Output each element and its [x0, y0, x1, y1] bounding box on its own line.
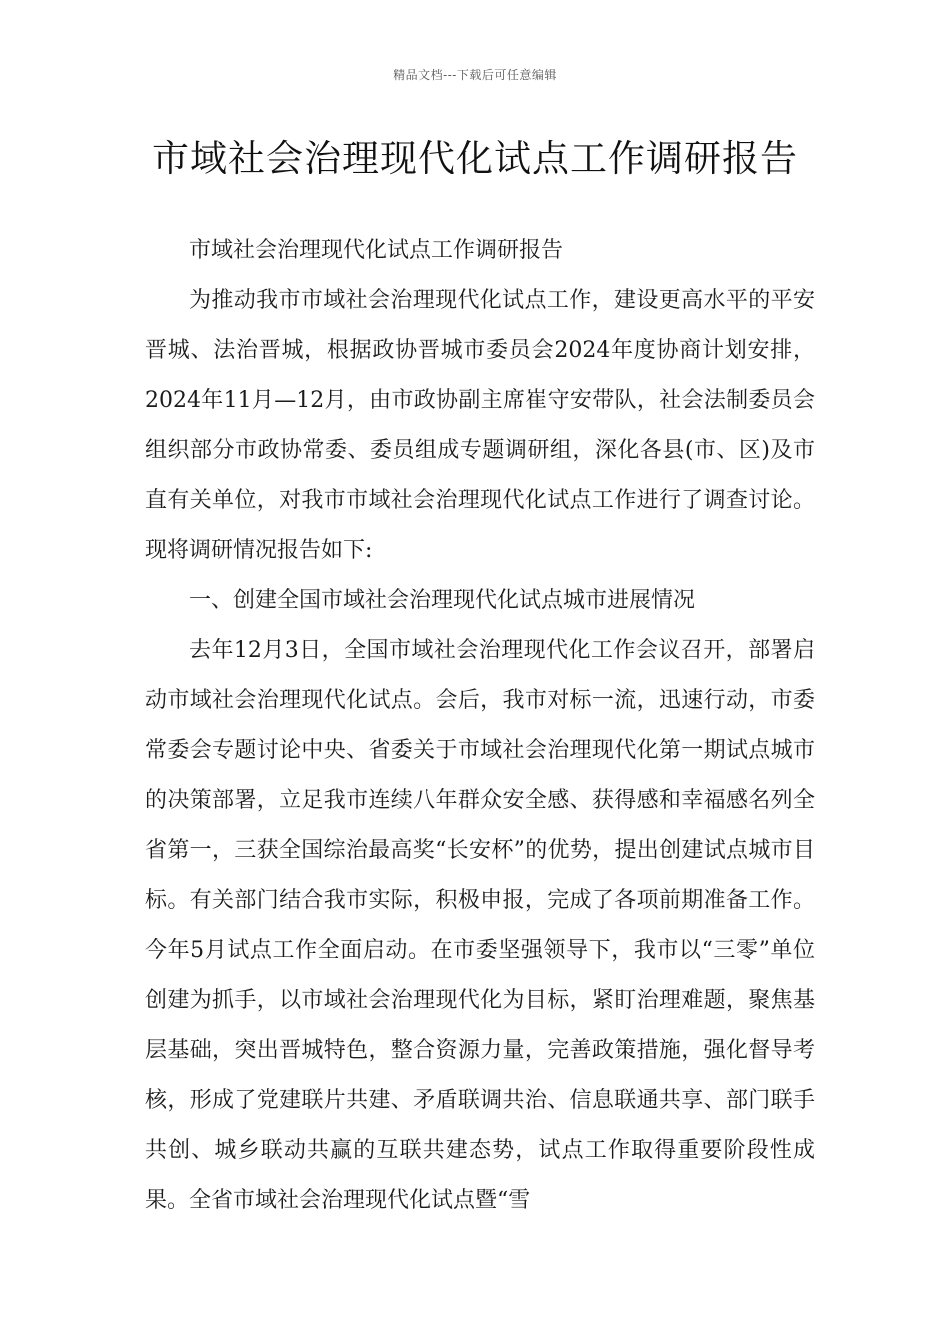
document-title: 市域社会治理现代化试点工作调研报告	[152, 137, 798, 180]
section-heading-1: 一、创建全国市域社会治理现代化试点城市进展情况	[189, 588, 696, 613]
paragraph-subtitle: 市域社会治理现代化试点工作调研报告	[189, 238, 564, 263]
paragraph-progress: 去年12月3日，全国市域社会治理现代化工作会议召开，部署启动市域社会治理现代化试点。会后，我市对标一流，迅速行动，市委常委会专题讨论中央、省委关于市域社会治理现代化第一期试点城市的决策部署，立足我市连续八年群众安全感、获得感和幸福感名列全省第一，三获全国综治最高奖“长安杯”的优势，提出创建试点城市目标。有关部门结合我市实际，积极申报，完成了各项前期准备工作。今年5月试点工作全面启动。在市委坚强领导下，我市以“三零”单位创建为抓手，以市域社会治理现代化为目标，紧盯治理难题，聚焦基层基础，突出晋城特色，整合资源力量，完善政策措施，强化督导考核，形成了党建联片共建、矛盾联调共治、信息联通共享、部门联手共创、城乡联动共赢的互联共建态势，试点工作取得重要阶段性成果。全省市域社会治理现代化试点暨“雪	[145, 638, 815, 1213]
paragraph-intro: 为推动我市市域社会治理现代化试点工作，建设更高水平的平安晋城、法治晋城，根据政协晋城市委员会2024年度协商计划安排，2024年11月—12月，由市政协副主席崔守安带队，社会法制委员会组织部分市政协常委、委员组成专题调研组，深化各县(市、区)及市直有关单位，对我市市域社会治理现代化试点工作进行了调查讨论。现将调研情况报告如下:	[145, 288, 815, 563]
document-body	[145, 226, 815, 1226]
header-note: 精品文档---下载后可任意编辑	[393, 68, 557, 82]
